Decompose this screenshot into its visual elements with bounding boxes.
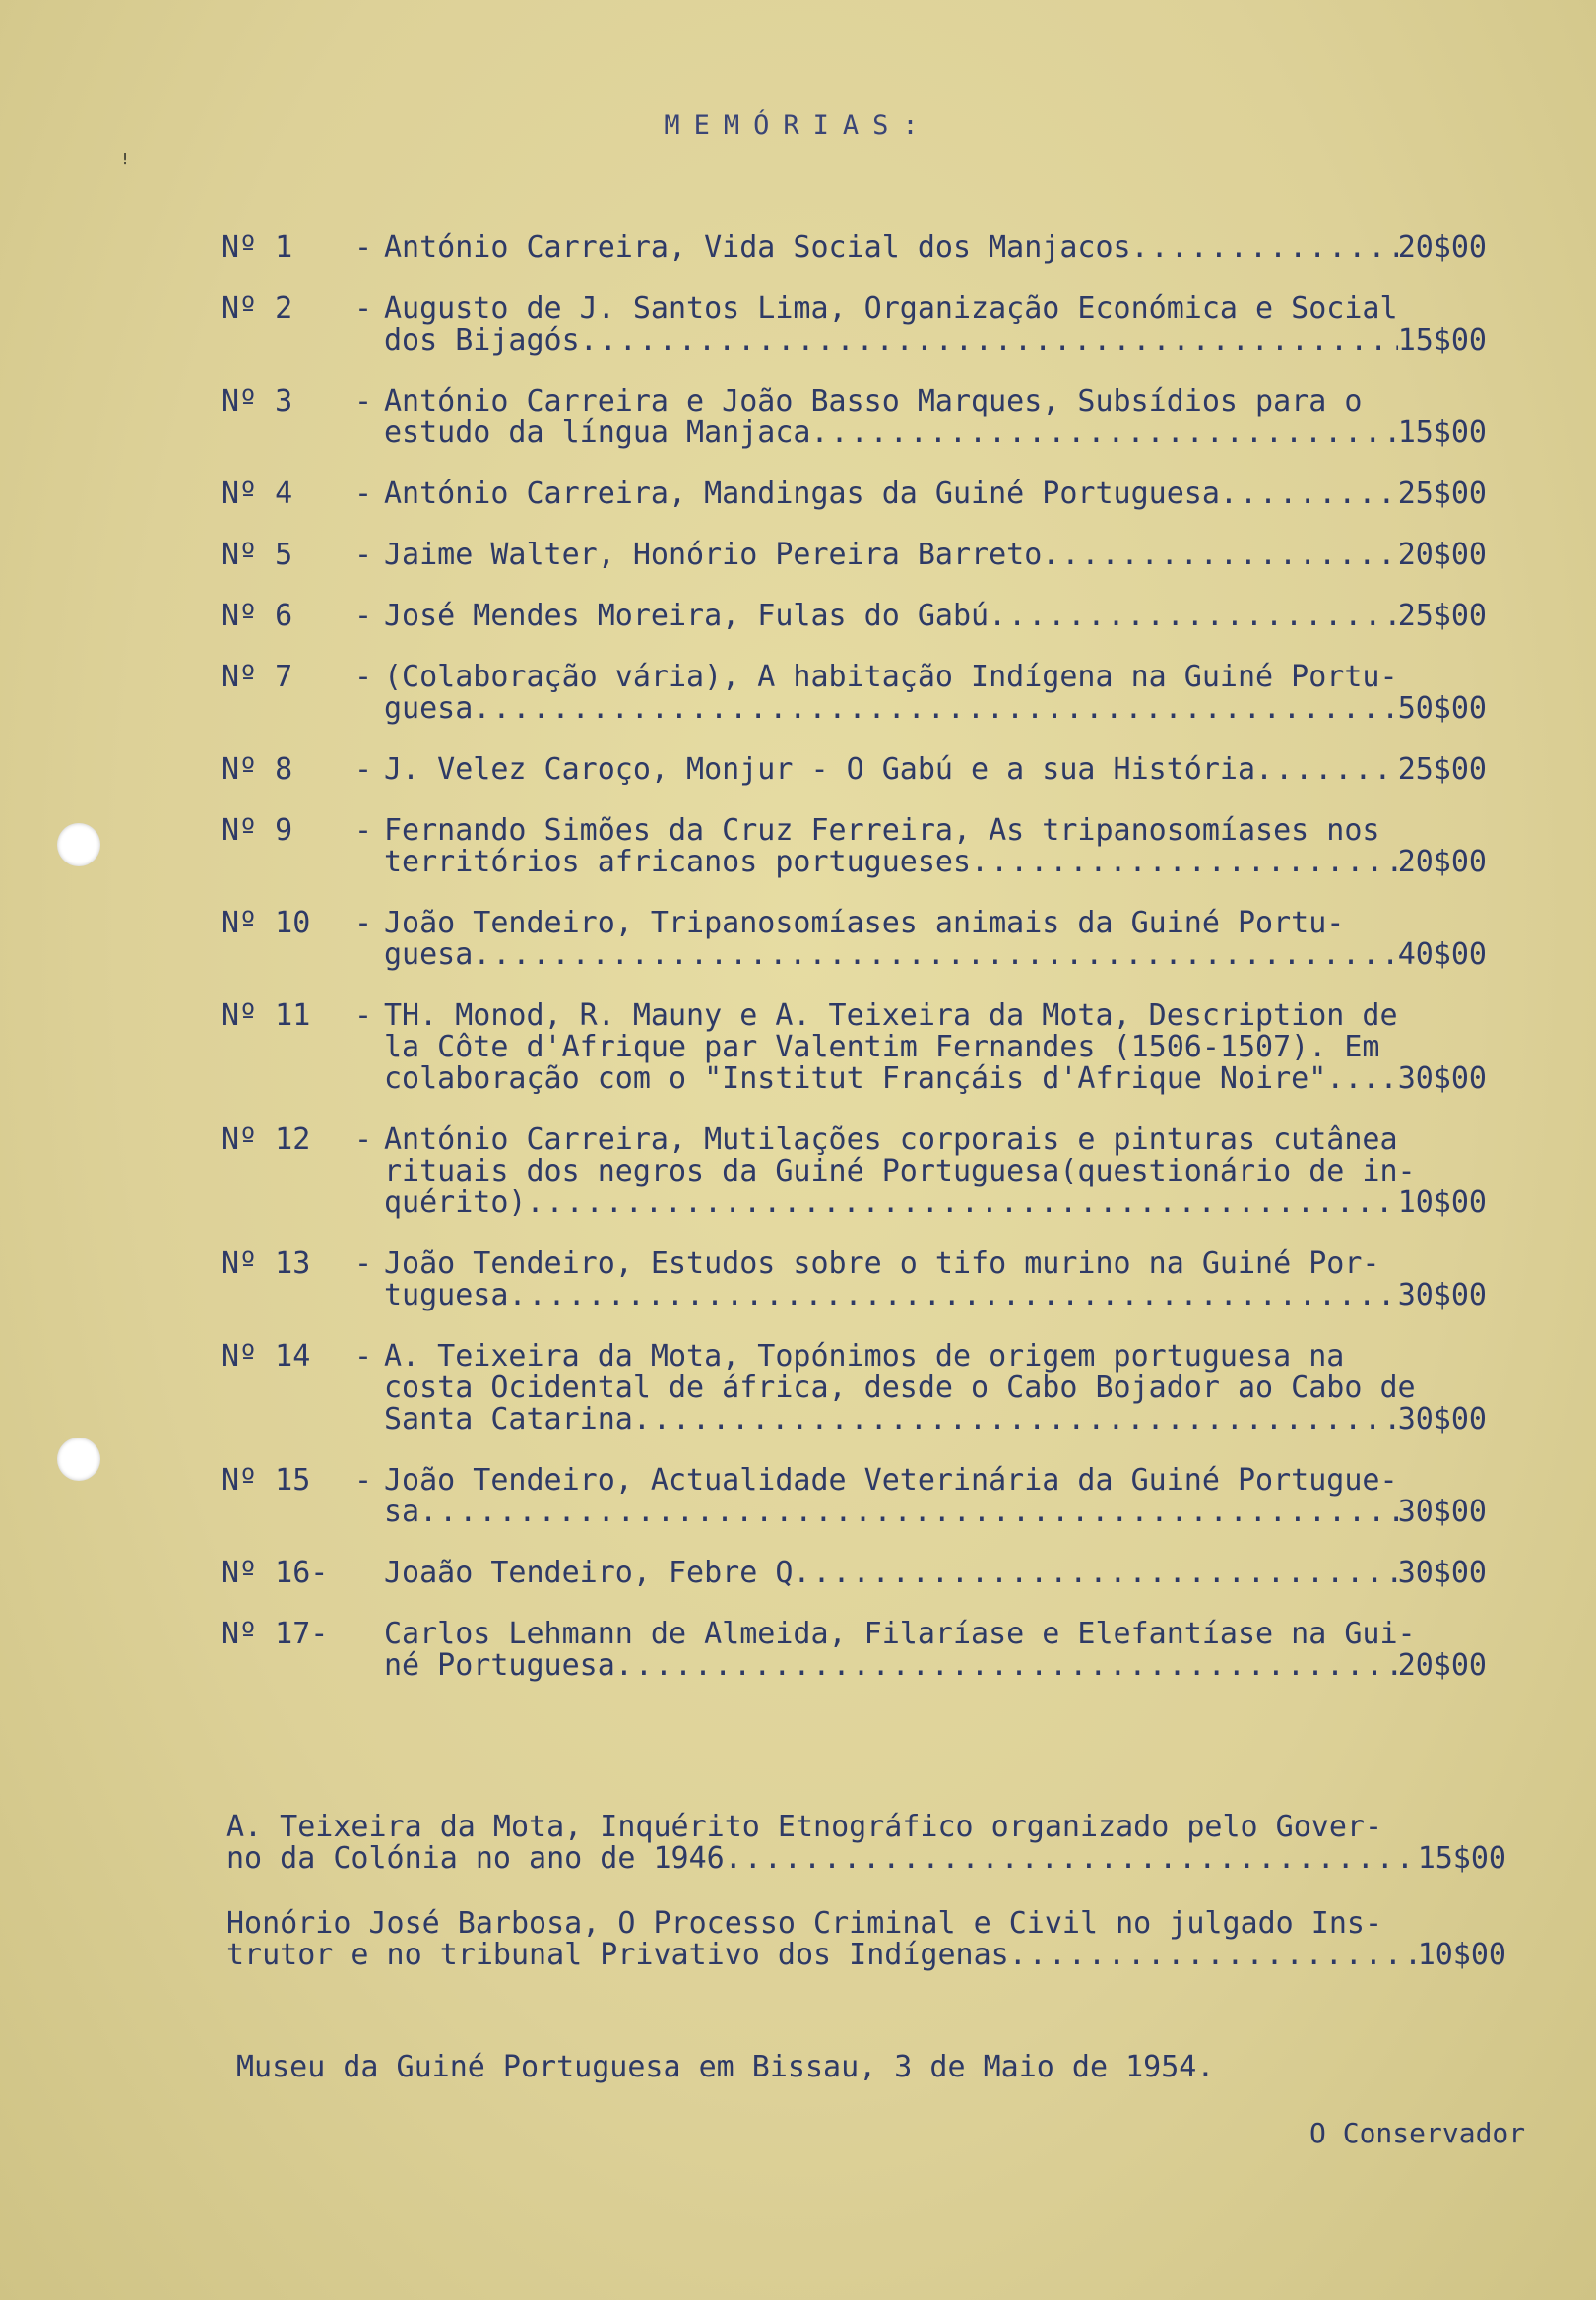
leader-dots xyxy=(580,325,1398,356)
entry-text: João Tendeiro, Actualidade Veterinária da Guiné Portugue- xyxy=(384,1463,1398,1498)
entry-separator: - xyxy=(354,906,373,940)
entry-line xyxy=(384,601,1487,632)
memoir-entry xyxy=(222,1465,1590,1528)
entry-text: (Colaboração vária), A habitação Indígena na Guiné Portu- xyxy=(384,660,1398,694)
leader-dots xyxy=(1379,1063,1397,1095)
entry-body xyxy=(384,1000,1487,1095)
entry-separator: - xyxy=(354,291,373,326)
entry-line xyxy=(384,1497,1487,1528)
entry-price: 30$00 xyxy=(1397,1278,1487,1312)
memoir-entry xyxy=(222,540,1590,571)
entry-line xyxy=(384,1404,1487,1436)
leader-dots xyxy=(419,1497,1398,1528)
entry-separator: - xyxy=(354,1463,373,1498)
entry-text: Jaime Walter, Honório Pereira Barreto xyxy=(384,538,1043,572)
entry-price: 20$00 xyxy=(1397,1648,1487,1683)
entry-line xyxy=(384,662,1487,693)
entry-separator: - xyxy=(354,752,373,787)
punch-hole xyxy=(57,1438,100,1481)
memoir-entry xyxy=(222,232,1590,264)
margin-mark: ꜝ xyxy=(116,148,135,182)
entry-body xyxy=(384,293,1487,356)
entry-separator: - xyxy=(354,1246,373,1281)
leader-dots xyxy=(793,1558,1397,1589)
entry-text: guesa xyxy=(384,937,474,972)
memoir-entry xyxy=(222,293,1590,356)
entry-text: tuguesa xyxy=(384,1278,509,1312)
memoir-entry xyxy=(222,601,1590,632)
memoir-entry xyxy=(222,1000,1590,1095)
entry-separator: - xyxy=(354,384,373,418)
entry-price: 40$00 xyxy=(1397,937,1487,972)
entry-text: João Tendeiro, Estudos sobre o tifo murino na Guiné Por- xyxy=(384,1246,1380,1281)
entry-text: António Carreira e João Basso Marques, Subsídios para o xyxy=(384,384,1363,418)
entry-line xyxy=(384,1619,1487,1650)
entry-body xyxy=(384,815,1487,878)
entry-text: João Tendeiro, Tripanosomíases animais da Guiné Portu- xyxy=(384,906,1345,940)
entry-text: António Carreira, Mandingas da Guiné Portuguesa xyxy=(384,477,1220,511)
entry-separator: - xyxy=(354,599,373,633)
memoir-list xyxy=(222,232,1590,1711)
entry-number: Nº 12 xyxy=(222,1122,311,1157)
entry-body xyxy=(384,908,1487,971)
entry-text: estudo da língua Manjaca xyxy=(384,415,811,450)
entry-text: A. Teixeira da Mota, Topónimos de origem portuguesa na xyxy=(384,1339,1345,1374)
leader-dots xyxy=(1009,1940,1418,1971)
entry-line xyxy=(384,815,1487,847)
entry-line xyxy=(226,1843,1506,1875)
footer-signature: O Conservador xyxy=(1309,2117,1526,2149)
entry-line xyxy=(384,1650,1487,1682)
entry-price: 25$00 xyxy=(1397,477,1487,511)
entry-text: António Carreira, Vida Social dos Manjacos xyxy=(384,230,1131,265)
entry-price: 20$00 xyxy=(1397,230,1487,265)
entry-text: J. Velez Caroço, Monjur - O Gabú e a sua História xyxy=(384,752,1256,787)
leader-dots xyxy=(1042,540,1397,571)
entry-body xyxy=(384,479,1487,510)
extra-entry xyxy=(226,1908,1506,1971)
entry-number: Nº 13 xyxy=(222,1246,311,1281)
entry-number: Nº 9 xyxy=(222,813,293,848)
extra-entry xyxy=(226,1812,1506,1875)
entry-line xyxy=(384,386,1487,417)
entry-line xyxy=(384,325,1487,356)
entry-price: 20$00 xyxy=(1397,845,1487,879)
entry-separator: - xyxy=(354,230,373,265)
entry-line xyxy=(384,1187,1487,1219)
entry-number: Nº 7 xyxy=(222,660,293,694)
extra-list xyxy=(226,1812,1506,2005)
entry-separator: - xyxy=(354,813,373,848)
leader-dots xyxy=(527,1187,1398,1219)
entry-price: 30$00 xyxy=(1397,1556,1487,1590)
entry-line xyxy=(384,1248,1487,1280)
entry-text: António Carreira, Mutilações corporais e pinturas cutânea xyxy=(384,1122,1398,1157)
entry-number: Nº 16- xyxy=(222,1556,329,1590)
entry-price: 30$00 xyxy=(1397,1402,1487,1437)
entry-line xyxy=(384,939,1487,971)
leader-dots xyxy=(508,1280,1397,1311)
entry-text: no da Colónia no ano de 1946 xyxy=(226,1841,725,1876)
entry-separator: - xyxy=(354,477,373,511)
leader-dots xyxy=(1255,754,1398,786)
entry-price: 20$00 xyxy=(1397,538,1487,572)
entry-price: 15$00 xyxy=(1417,1841,1506,1876)
entry-body xyxy=(384,1124,1487,1219)
entry-body xyxy=(384,386,1487,449)
entry-body xyxy=(384,1248,1487,1311)
entry-text: né Portuguesa xyxy=(384,1648,615,1683)
entry-number: Nº 3 xyxy=(222,384,293,418)
leader-dots xyxy=(1220,479,1398,510)
entry-body xyxy=(384,601,1487,632)
entry-price: 10$00 xyxy=(1417,1938,1506,1972)
entry-line xyxy=(384,232,1487,264)
entry-line xyxy=(226,1908,1506,1940)
leader-dots xyxy=(615,1650,1398,1682)
entry-text: Honório José Barbosa, O Processo Criminal e Civil no julgado Ins- xyxy=(226,1906,1382,1941)
entry-text: Joaão Tendeiro, Febre Q xyxy=(384,1556,794,1590)
entry-line xyxy=(384,479,1487,510)
memoir-entry xyxy=(222,754,1590,786)
entry-line xyxy=(384,908,1487,939)
entry-body xyxy=(384,1558,1487,1589)
entry-body xyxy=(384,1341,1487,1436)
entry-line xyxy=(226,1812,1506,1843)
entry-separator: - xyxy=(354,1339,373,1374)
entry-line xyxy=(384,1341,1487,1373)
entry-body xyxy=(384,540,1487,571)
entry-number: Nº 1 xyxy=(222,230,293,265)
entry-text: quérito) xyxy=(384,1185,527,1220)
entry-body xyxy=(384,232,1487,264)
memoir-entry xyxy=(222,662,1590,725)
entry-body xyxy=(384,754,1487,786)
entry-body xyxy=(384,1619,1487,1682)
entry-separator: - xyxy=(354,660,373,694)
entry-line xyxy=(384,754,1487,786)
entry-number: Nº 6 xyxy=(222,599,293,633)
entry-line xyxy=(384,417,1487,449)
entry-number: Nº 11 xyxy=(222,998,311,1033)
entry-line xyxy=(226,1940,1506,1971)
entry-price: 10$00 xyxy=(1397,1185,1487,1220)
entry-text: trutor e no tribunal Privativo dos Indígenas xyxy=(226,1938,1009,1972)
entry-text: dos Bijagós xyxy=(384,323,580,357)
entry-text: la Côte d'Afrique par Valentim Fernandes (1506-1507). Em xyxy=(384,1030,1380,1064)
entry-text: costa Ocidental de áfrica, desde o Cabo Bojador ao Cabo de xyxy=(384,1371,1416,1405)
entry-text: sa xyxy=(384,1495,420,1529)
entry-price: 30$00 xyxy=(1397,1495,1487,1529)
entry-line xyxy=(384,293,1487,325)
entry-text: TH. Monod, R. Mauny e A. Teixeira da Mota, Description de xyxy=(384,998,1398,1033)
entry-separator: - xyxy=(354,1122,373,1157)
entry-line xyxy=(384,1373,1487,1404)
entry-text: territórios africanos portugueses xyxy=(384,845,972,879)
entry-body xyxy=(384,1465,1487,1528)
entry-text: José Mendes Moreira, Fulas do Gabú xyxy=(384,599,990,633)
entry-line xyxy=(384,847,1487,878)
entry-line xyxy=(384,1000,1487,1032)
entry-price: 15$00 xyxy=(1397,415,1487,450)
entry-number: Nº 4 xyxy=(222,477,293,511)
entry-number: Nº 5 xyxy=(222,538,293,572)
entry-separator: - xyxy=(354,998,373,1033)
entry-text: rituais dos negros da Guiné Portuguesa(questionário de in- xyxy=(384,1154,1416,1188)
memoir-entry xyxy=(222,479,1590,510)
memoir-entry xyxy=(222,908,1590,971)
entry-number: Nº 10 xyxy=(222,906,311,940)
entry-number: Nº 14 xyxy=(222,1339,311,1374)
memoir-entry xyxy=(222,815,1590,878)
entry-line xyxy=(384,1063,1487,1095)
entry-number: Nº 17- xyxy=(222,1617,329,1651)
entry-text: guesa xyxy=(384,691,474,726)
entry-price: 25$00 xyxy=(1397,752,1487,787)
entry-line xyxy=(384,540,1487,571)
entry-line xyxy=(384,693,1487,725)
memoir-entry xyxy=(222,1248,1590,1311)
memoir-entry xyxy=(222,1124,1590,1219)
leader-dots xyxy=(1131,232,1398,264)
memoir-entry xyxy=(222,1619,1590,1682)
entry-price: 25$00 xyxy=(1397,599,1487,633)
entry-body xyxy=(384,662,1487,725)
entry-text: A. Teixeira da Mota, Inquérito Etnográfico organizado pelo Gover- xyxy=(226,1810,1382,1844)
entry-price: 15$00 xyxy=(1397,323,1487,357)
punch-hole xyxy=(57,823,100,866)
entry-line xyxy=(384,1465,1487,1497)
entry-text: Carlos Lehmann de Almeida, Filaríase e Elefantíase na Gui- xyxy=(384,1617,1416,1651)
memoir-entry xyxy=(222,1558,1590,1589)
entry-price: 50$00 xyxy=(1397,691,1487,726)
leader-dots xyxy=(473,693,1397,725)
memoir-entry xyxy=(222,386,1590,449)
leader-dots xyxy=(725,1843,1418,1875)
entry-text: Fernando Simões da Cruz Ferreira, As tripanosomíases nos xyxy=(384,813,1380,848)
leader-dots xyxy=(810,417,1397,449)
entry-number: Nº 15 xyxy=(222,1463,311,1498)
entry-text: colaboração com o "Institut Françáis d'Afrique Noire"... xyxy=(384,1061,1380,1096)
leader-dots xyxy=(989,601,1398,632)
entry-text: Augusto de J. Santos Lima, Organização Económica e Social xyxy=(384,291,1398,326)
entry-line xyxy=(384,1032,1487,1063)
entry-line xyxy=(384,1156,1487,1187)
entry-separator: - xyxy=(354,538,373,572)
footer-date: Museu da Guiné Portuguesa em Bissau, 3 de Maio de 1954. xyxy=(236,2050,1215,2084)
entry-number: Nº 2 xyxy=(222,291,293,326)
leader-dots xyxy=(473,939,1397,971)
entry-line xyxy=(384,1558,1487,1589)
leader-dots xyxy=(633,1404,1398,1436)
entry-price: 30$00 xyxy=(1397,1061,1487,1096)
page-title: MEMÓRIAS: xyxy=(664,110,932,141)
entry-line xyxy=(384,1280,1487,1311)
entry-line xyxy=(384,1124,1487,1156)
entry-text: Santa Catarina xyxy=(384,1402,633,1437)
entry-separator xyxy=(354,1619,384,1682)
entry-number: Nº 8 xyxy=(222,752,293,787)
memoir-entry xyxy=(222,1341,1590,1436)
leader-dots xyxy=(971,847,1398,878)
entry-separator xyxy=(354,1558,384,1589)
